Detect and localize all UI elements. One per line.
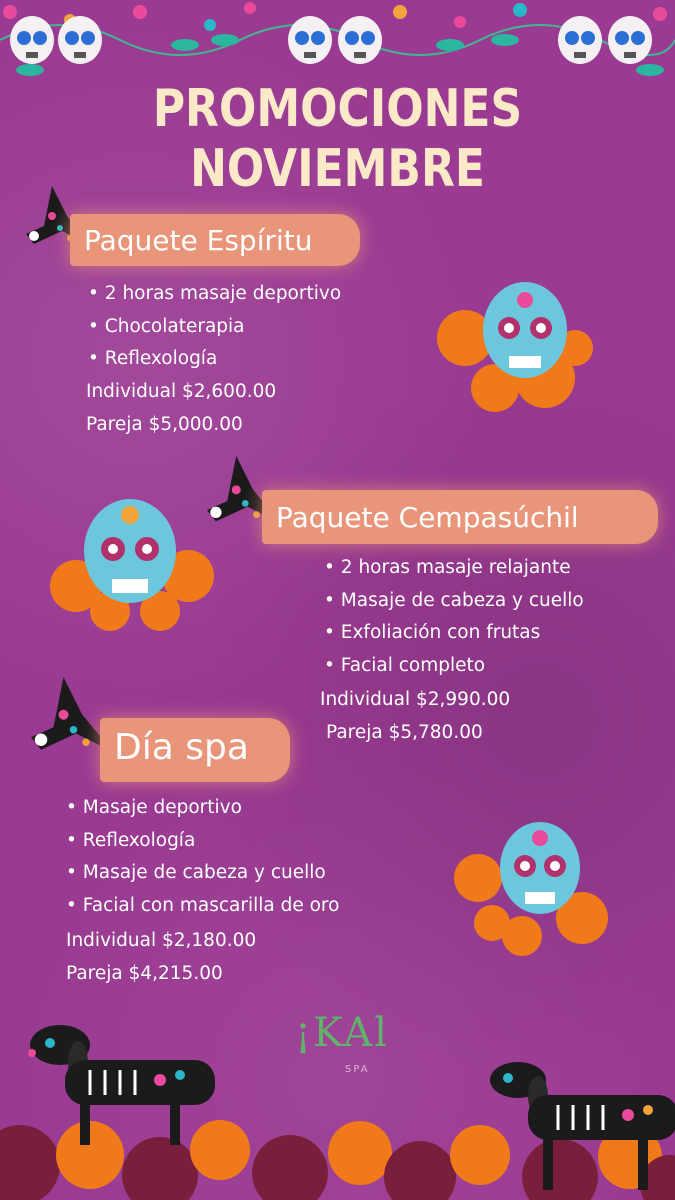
list-item: • Reflexología xyxy=(88,343,341,376)
skeleton-dog-icon xyxy=(488,1050,675,1200)
package-items-dia-spa xyxy=(66,792,339,922)
sugar-skull-icon xyxy=(84,499,176,603)
top-skulls xyxy=(10,16,652,64)
package-title-dia-spa: Día spa xyxy=(100,718,290,782)
sugar-skull-marigold-1 xyxy=(435,278,595,416)
list-item: • Facial completo xyxy=(324,650,584,683)
sugar-skull-icon xyxy=(608,16,652,64)
package-items-cempasuchil xyxy=(324,552,584,682)
list-item: • Facial con mascarilla de oro xyxy=(66,890,339,923)
sugar-skull-icon xyxy=(10,16,54,64)
list-item: • Chocolaterapia xyxy=(88,311,341,344)
list-item: • Masaje de cabeza y cuello xyxy=(66,857,339,890)
list-item: • Masaje de cabeza y cuello xyxy=(324,585,584,618)
list-item: • Masaje deportivo xyxy=(66,792,339,825)
sugar-skull-marigold-2 xyxy=(50,496,215,631)
price-individual: Individual $2,990.00 xyxy=(320,689,511,710)
sugar-skull-icon xyxy=(500,822,580,914)
logo-text: ¡KAl xyxy=(295,1010,390,1056)
logo-subtext: SPA xyxy=(345,1064,370,1075)
page-title: PROMOCIONES NOVIEMBRE xyxy=(152,78,523,200)
package-title-cempasuchil: Paquete Cempasúchil xyxy=(262,490,658,544)
price-pareja: Pareja $4,215.00 xyxy=(66,963,223,984)
sugar-skull-icon xyxy=(558,16,602,64)
sugar-skull-icon xyxy=(288,16,332,64)
sugar-skull-marigold-3 xyxy=(452,818,610,958)
price-pareja: Pareja $5,000.00 xyxy=(86,414,243,435)
sugar-skull-icon xyxy=(338,16,382,64)
package-title-espiritu: Paquete Espíritu xyxy=(70,214,360,266)
list-item: • 2 horas masaje deportivo xyxy=(88,278,341,311)
skeleton-dog-icon xyxy=(20,1015,230,1155)
list-item: • 2 horas masaje relajante xyxy=(324,552,584,585)
top-decoration xyxy=(0,0,675,90)
list-item: • Exfoliación con frutas xyxy=(324,617,584,650)
price-pareja: Pareja $5,780.00 xyxy=(326,722,483,743)
sugar-skull-icon xyxy=(58,16,102,64)
price-individual: Individual $2,180.00 xyxy=(66,930,257,951)
sugar-skull-icon xyxy=(483,282,567,378)
price-individual: Individual $2,600.00 xyxy=(86,381,277,402)
package-items-espiritu xyxy=(88,278,341,376)
list-item: • Reflexología xyxy=(66,825,339,858)
